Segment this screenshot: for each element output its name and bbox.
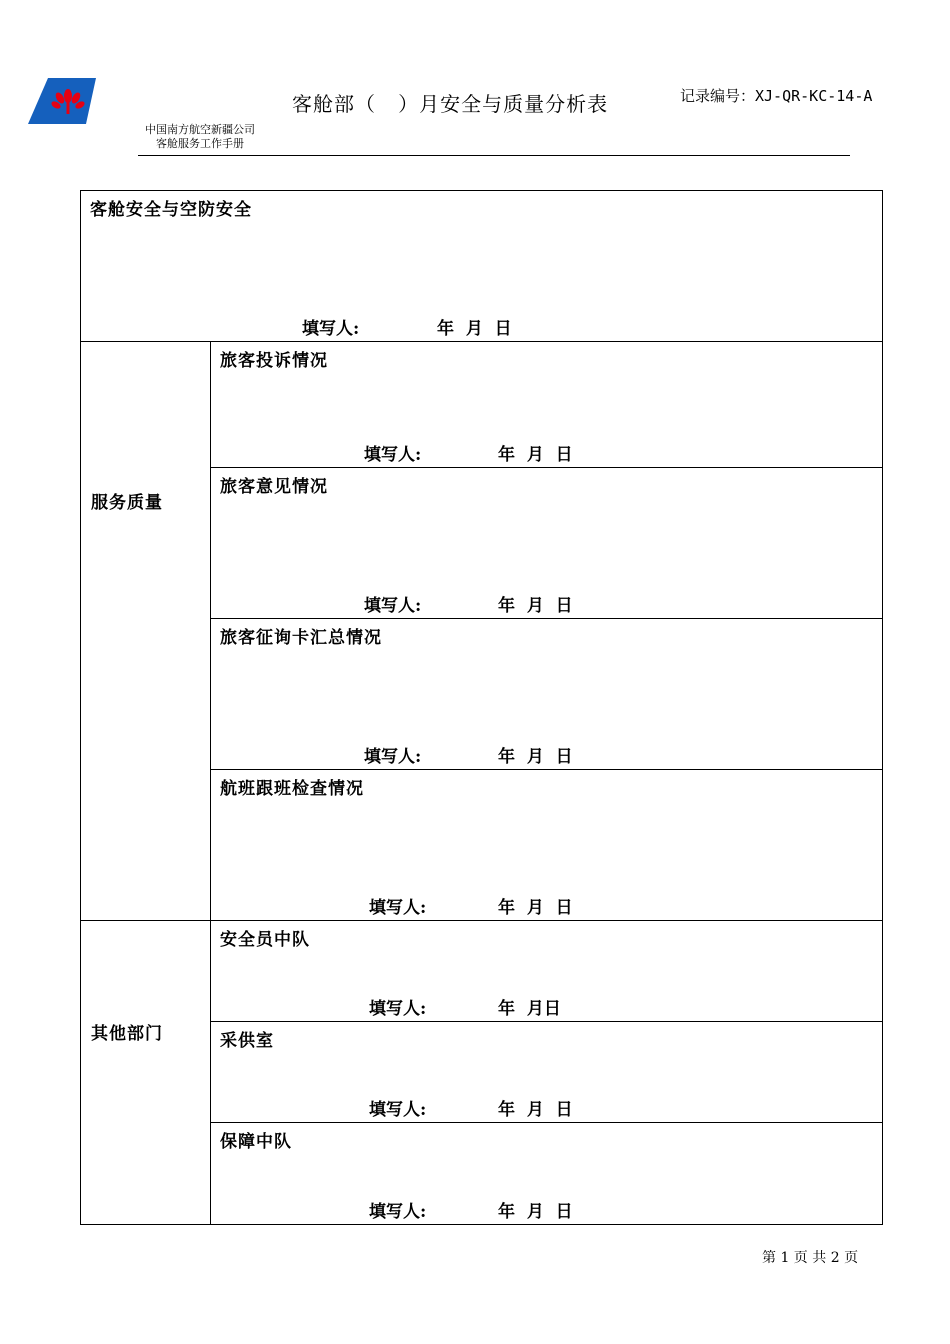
analysis-form	[80, 190, 883, 1225]
support-label: 保障中队	[220, 1132, 292, 1152]
cabin-security-row	[81, 191, 883, 342]
cabin-security-label: 客舱安全与空防安全	[90, 200, 252, 220]
service-row-complaints	[81, 342, 883, 468]
filler-label: 填写人:	[369, 1202, 427, 1222]
other-depts-label: 其他部门	[91, 1024, 163, 1044]
filler-label: 填写人:	[369, 999, 427, 1019]
date-label: 年 月 日	[498, 596, 573, 616]
date-label: 年 月 日	[498, 1202, 573, 1222]
security-team-cell[interactable]	[211, 921, 883, 1022]
date-label: 年 月 日	[498, 898, 573, 918]
other-row-security-team	[81, 921, 883, 1022]
date-label: 年 月日	[498, 999, 561, 1019]
header-divider	[138, 155, 850, 156]
complaints-cell[interactable]	[211, 342, 883, 468]
support-cell[interactable]	[211, 1123, 883, 1225]
page-number: 第 1 页 共 2 页	[762, 1250, 859, 1266]
company-line-1: 中国南方航空新疆公司	[145, 123, 255, 136]
security-team-label: 安全员中队	[220, 930, 310, 950]
inspection-label: 航班跟班检查情况	[220, 779, 364, 799]
complaints-label: 旅客投诉情况	[220, 351, 328, 371]
filler-label: 填写人:	[364, 445, 422, 465]
service-quality-group	[81, 342, 211, 921]
other-depts-group	[81, 921, 211, 1225]
filler-label: 填写人:	[369, 898, 427, 918]
filler-label: 填写人:	[364, 596, 422, 616]
filler-label: 填写人:	[302, 319, 360, 339]
inspection-cell[interactable]	[211, 770, 883, 921]
company-line-2: 客舱服务工作手册	[156, 137, 244, 150]
date-label: 年 月 日	[437, 319, 512, 339]
filler-label: 填写人:	[364, 747, 422, 767]
filler-label: 填写人:	[369, 1100, 427, 1120]
date-label: 年 月 日	[498, 1100, 573, 1120]
opinions-label: 旅客意见情况	[220, 477, 328, 497]
opinions-cell[interactable]	[211, 468, 883, 619]
date-label: 年 月 日	[498, 747, 573, 767]
company-name	[100, 123, 300, 151]
service-quality-label: 服务质量	[91, 493, 163, 513]
date-label: 年 月 日	[498, 445, 573, 465]
company-logo	[28, 78, 96, 126]
survey-label: 旅客征询卡汇总情况	[220, 628, 382, 648]
procurement-cell[interactable]	[211, 1022, 883, 1123]
survey-cell[interactable]	[211, 619, 883, 770]
procurement-label: 采供室	[220, 1031, 274, 1051]
record-number: 记录编号：XJ-QR-KC-14-A	[680, 87, 873, 105]
page-title: 客舱部（ ）月安全与质量分析表	[292, 92, 609, 116]
cabin-security-cell[interactable]	[81, 191, 883, 342]
